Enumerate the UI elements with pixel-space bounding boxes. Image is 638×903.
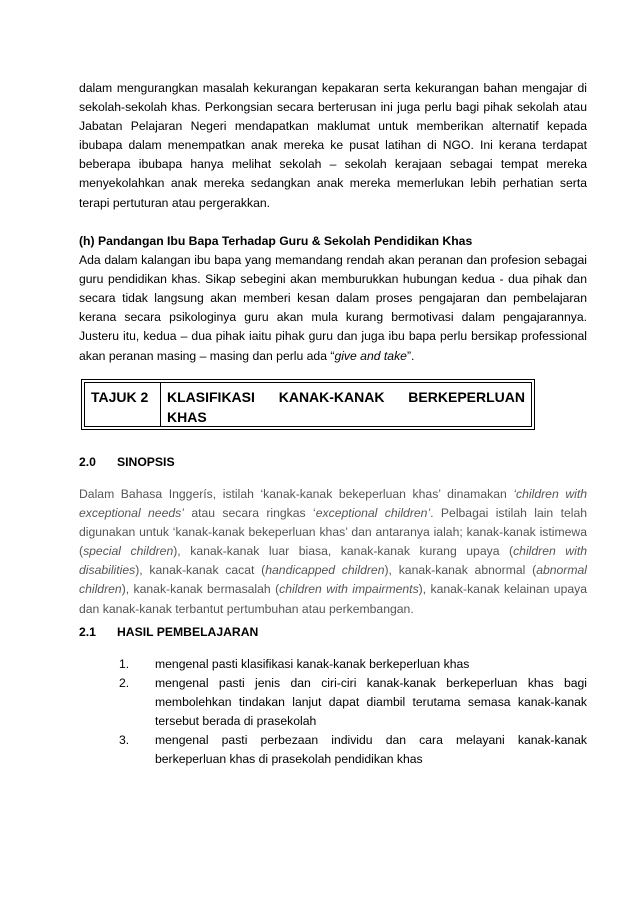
list-item-number: 2. [119, 676, 130, 691]
sinopsis-term-7: children with impairments [279, 582, 419, 597]
sinopsis-term-2: exceptional children’ [315, 506, 431, 521]
sinopsis-heading [79, 453, 175, 472]
sinopsis-text-7: ), kanak-kanak bermasalah ( [121, 582, 280, 597]
section-h-emphasis: give and take [334, 348, 407, 363]
section-h [79, 232, 587, 366]
sinopsis-paragraph [79, 485, 587, 619]
section-h-heading: (h) Pandangan Ibu Bapa Terhadap Guru & Sekolah Pendidikan Khas [79, 234, 473, 248]
learning-outcomes-list [119, 655, 587, 770]
list-item-number: 3. [119, 733, 130, 748]
sinopsis-text-3: . Pelbagai istilah lain telah digunakan untuk ‘kanak-kanak bekeperluan khas’ dan antaranya ialah; kanak-kanak istimewa ( [79, 506, 588, 559]
tajuk-title-box [81, 379, 535, 430]
tajuk-number: TAJUK 2 [85, 383, 161, 426]
section-h-body-end: ”. [406, 348, 415, 363]
sinopsis-term-1: ‘children with exceptional needs’ [79, 487, 587, 521]
sinopsis-term-4: children with disabilities [79, 544, 587, 578]
hasil-number: 2.1 [79, 625, 96, 639]
sinopsis-term-3: special children [83, 544, 174, 559]
sinopsis-text-6: ), kanak-kanak abnormal ( [384, 563, 537, 578]
hasil-heading [79, 623, 258, 642]
list-item-number: 1. [119, 657, 130, 671]
tajuk-title: KLASIFIKASI KANAK-KANAK BERKEPERLUAN KHAS [167, 389, 525, 425]
sinopsis-number: 2.0 [79, 455, 96, 469]
hasil-label: HASIL PEMBELAJARAN [117, 625, 259, 639]
list-item [119, 731, 587, 769]
sinopsis-term-6: abnormal children [79, 563, 587, 597]
list-item-text: mengenal pasti klasifikasi kanak-kanak berkeperluan khas [155, 657, 470, 671]
section-h-body [79, 251, 587, 366]
sinopsis-text-1: Dalam Bahasa Inggerís, istilah ‘kanak-kanak bekeperluan khas’ dinamakan [79, 487, 514, 501]
list-item [119, 674, 587, 731]
sinopsis-term-5: handicapped children [265, 563, 385, 578]
paragraph-ngo-collaboration: dalam mengurangkan masalah kekurangan kepakaran serta kekurangan bahan mengajar di sekolah-sekolah khas. Perkongsian secara berterusan ini juga perlu bagi pihak sekolah atau Jabatan Pelajaran Negeri mendapatkan maklumat untuk memberikan alternatif kepada ibubapa dalam menempatkan anak mereka ke pusat latihan di NGO. Ini kerana terdapat beberapa ibubapa hanya melihat sekolah – sekolah kerajaan sebagai tempat mereka menyekolahkan anak mereka sedangkan anak mereka memerlukan lebih perhatian serta terapi pertuturan atau pergerakkan. [79, 81, 587, 210]
sinopsis-text-2: atau secara ringkas ‘ [183, 506, 316, 521]
tajuk-title-inner [84, 382, 532, 427]
section-h-body-text: Ada dalam kalangan ibu bapa yang memandang rendah akan peranan dan profesion sebagai guru pendidikan khas. Sikap sebegini akan memburukkan hubungan kedua - dua pihak dan secara tidak langsung akan memberi kesan dalam proses pengajaran dan pembelajaran kerana secara psikologinya guru akan mula kurang bermotivasi dalam pengajarannya. Justeru itu, kedua – dua pihak iaitu pihak guru dan juga ibu bapa perlu bersikap professional akan peranan masing – masing dan perlu ada “ [79, 253, 587, 363]
sinopsis-text-5: ), kanak-kanak cacat ( [135, 563, 266, 578]
list-item [119, 655, 587, 674]
list-item-text: mengenal pasti jenis dan ciri-ciri kanak-kanak berkeperluan khas bagi membolehkan tindakan lanjut dapat diambil terutama semasa kanak-kanak tersebut berada di prasekolah [155, 676, 587, 729]
sinopsis-label: SINOPSIS [117, 455, 175, 469]
sinopsis-text-8: ), kanak-kanak kelainan upaya dan kanak-kanak terbantut pertumbuhan atau perkembangan. [79, 582, 588, 616]
list-item-text: mengenal pasti perbezaan individu dan cara melayani kanak-kanak berkeperluan khas di prasekolah pendidikan khas [155, 733, 587, 767]
sinopsis-text-4: ), kanak-kanak luar biasa, kanak-kanak kurang upaya ( [173, 544, 514, 559]
